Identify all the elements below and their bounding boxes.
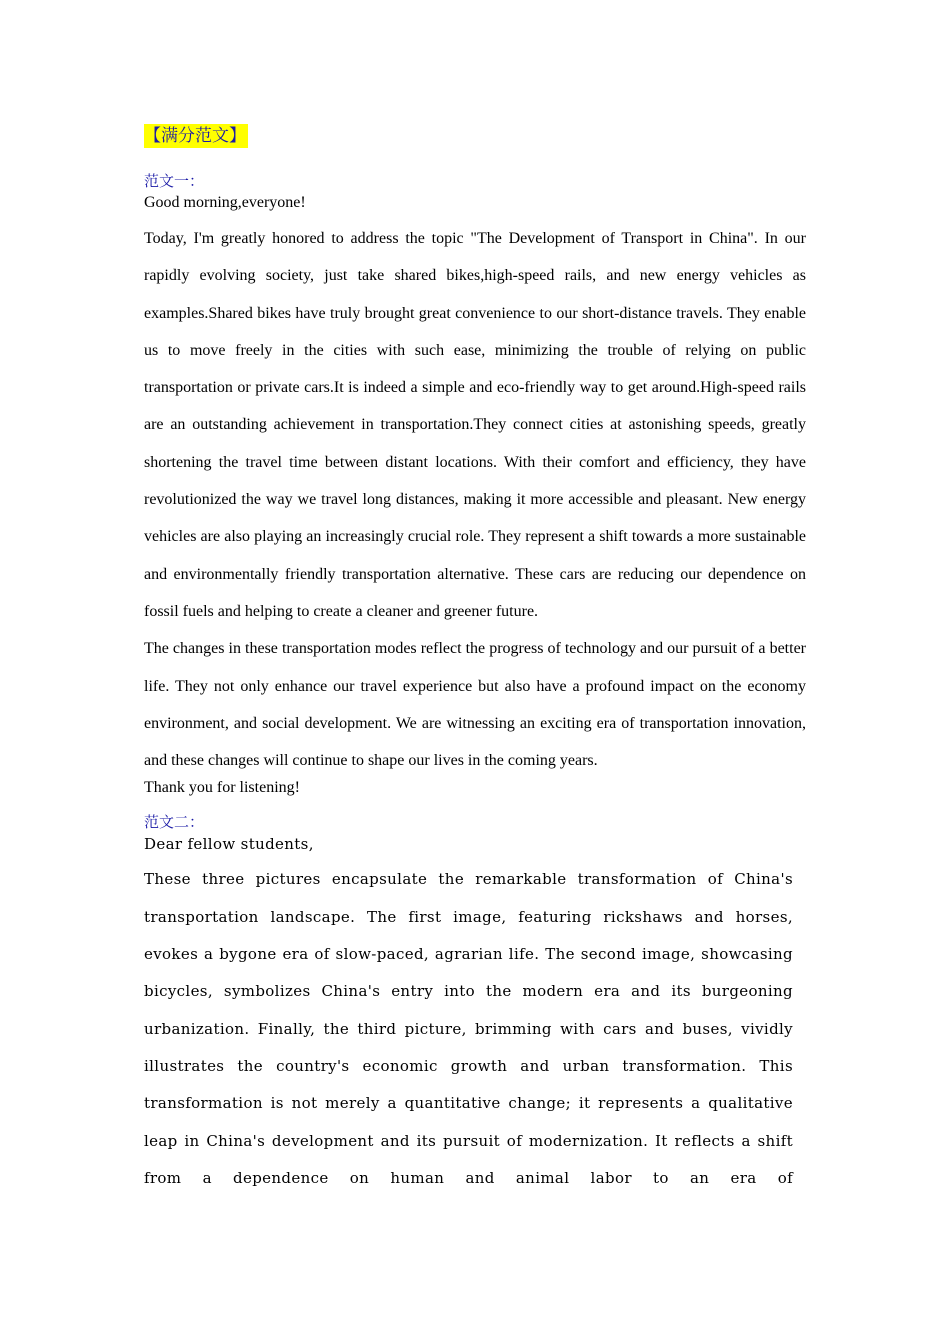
spacer — [144, 148, 806, 170]
page-heading: 【满分范文】 — [144, 126, 246, 146]
essay-one-label: 范文一： — [144, 172, 205, 190]
essay-one-closing: Thank you for listening! — [144, 779, 300, 797]
essay-one-greeting: Good morning,everyone! — [144, 194, 306, 211]
essay-one-paragraph-1: Today, I'm greatly honored to address the topic "The Development of Transport in China". In our rapidly evolving society, just take shared bikes,high-speed rails, and new energy vehicles as examples.Shared bikes have truly brought great convenience to our short-distance travels. They enable us to move freely in the cities with such ease, minimizing the trouble of relying on public transportation or private cars.It is indeed a simple and eco-friendly way to get around.High-speed rails are an outstanding achievement in transportation.They connect cities at astonishing speeds, greatly shortening the travel time between distant locations. With their comfort and efficiency, they have revolutionized the way we travel long distances, making it more accessible and pleasant. New energy vehicles are also playing an increasingly crucial role. They represent a shift towards a more sustainable and environmentally friendly transportation alternative. These cars are reducing our dependence on fossil fuels and helping to create a cleaner and greener future. — [144, 230, 806, 620]
essay-two-greeting: Dear fellow students, — [144, 835, 314, 854]
essay-two-paragraph-1: These three pictures encapsulate the remarkable transformation of China's transportation landscape. The first image, featuring rickshaws and horses, evokes a bygone era of slow-paced, agrarian life. The second image, showcasing bicycles, symbolizes China's entry into the modern era and its burgeoning urbanization. Finally, the third picture, brimming with cars and buses, vividly illustrates the country's economic growth and urban transformation. This transformation is not merely a quantitative change; it represents a qualitative leap in China's development and its pursuit of modernization. It reflects a shift from a dependence on human and animal labor to an era of — [144, 870, 793, 1187]
essay-two-label: 范文二： — [144, 813, 205, 832]
essay-one-paragraph-2: The changes in these transportation modes reflect the progress of technology and our pursuit of a better life. They not only enhance our travel experience but also have a profound impact on the economy environment, and social development. We are witnessing an exciting era of transportation innovation, and these changes will continue to shape our lives in the coming years. — [144, 640, 806, 770]
essay-two — [144, 811, 806, 1197]
essay-one — [144, 170, 806, 799]
document-page — [144, 124, 806, 1197]
spacer — [144, 799, 806, 811]
